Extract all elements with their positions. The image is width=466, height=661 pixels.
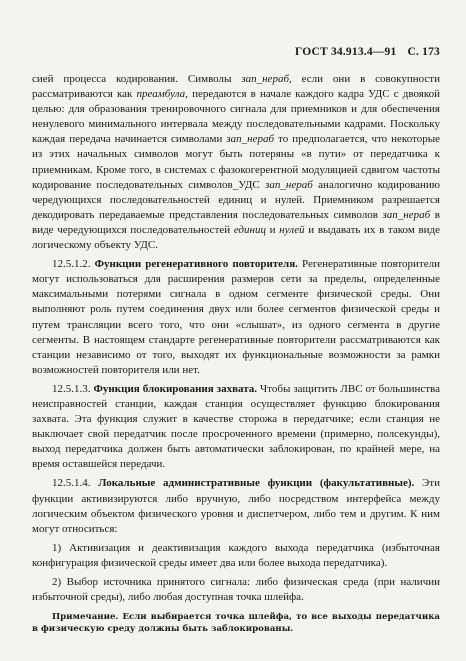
list-item-2: 2) Выбор источника принятого сигнала: либо физическая среда (при наличии избыточной среды), либо любая доступная точка шлейфа. xyxy=(32,576,440,604)
italic-term: нулей xyxy=(279,223,305,236)
section-heading: Функция блокирования захвата. xyxy=(93,382,258,395)
list-item-1: 1) Активизация и деактивизация каждого выхода передатчика (избыточная конфигурация физической среды имеет два или более выхода передатчика). xyxy=(32,541,440,569)
paragraph-12-5-1-3: 12.5.1.3. Функция блокирования захвата. Чтобы защитить ЛВС от большинства неисправностей станции, каждая станция осуществляет функцию блокирования захвата. Эта функция служит в качестве сторожа в передатчике; если станция не выключает свой передатчик после просроченного времени (примерно, полсекунды), выход передатчика должен быть автоматически заблокирован, по крайней мере, на время оставшейся передачи. xyxy=(32,382,440,471)
italic-term: зап_нераб xyxy=(241,73,289,85)
page-header xyxy=(295,46,440,58)
paragraph-p1: сией процесса кодирования. Символы зап_нераб, если они в совокупности рассматриваются как преамбула, передаются в начале каждого кадра УДС с двоякой целью: для образования тренировочного сигнала для приемников и для обеспечения ненулевого минимального интервала между последовательными кадрами. Поскольку каждая передача начинается символами зап_нераб то предполагается, что некоторые из этих начальных символов могут быть потеряны «в пути» от передатчика к приемникам. Кроме того, в системах с фазокогерентной модуляцией сдвигом частоты кодирование последовательных символов_УДС зап_нераб аналогично кодированию чередующихся последовательностей единиц и нулей. Приемником разрешается декодировать передаваемые представления последовательных символов зап_нераб в виде чередующихся последовательностей единиц и нулей и выдавать их в таком виде логическому объекту УДС. xyxy=(32,73,441,252)
italic-term: зап_нераб xyxy=(265,178,313,191)
italic-term: единиц xyxy=(233,223,266,236)
note-label: Примечание. xyxy=(52,612,119,623)
page-number: С. 173 xyxy=(407,46,440,58)
italic-term: преамбула xyxy=(136,88,186,101)
paragraph-12-5-1-4: 12.5.1.4. Локальные административные функции (факультативные). Эти функции активизируются либо вручную, либо посредством интерфейса между логическим объектом физического уровня и диспетчером, либо тем и другим. К ним могут относиться: xyxy=(32,477,440,535)
italic-term: зап_нераб xyxy=(226,133,275,146)
footnote xyxy=(32,611,440,635)
paragraph-12-5-1-2: 12.5.1.2. Функции регенеративного повторителя. Регенеративные повторители могут использоваться для расширения размеров сети за пределы, определенные максимальными потерями сигнала в одном сегменте физической среды. Они выполняют роль путем соединения двух или более сегментов физической среды и путем трансляции всего того, что они «слышат», из одного сегмента в другие сегменты. В настоящем стандарте регенеративные повторители рассматриваются как станции независимо от того, выходят их функциональные возможности за рамки возможностей повторителя или нет. xyxy=(32,258,440,376)
note-text: Если выбирается точка шлейфа, то все выходы передатчика в физическую среду должны быть заблокированы. xyxy=(32,612,440,635)
section-heading: Функции регенеративного повторителя. xyxy=(94,258,298,271)
document-body xyxy=(32,72,440,635)
italic-term: зап_нераб xyxy=(382,208,431,221)
section-heading: Локальные административные функции (факультативные). xyxy=(98,477,415,490)
standard-number: ГОСТ 34.913.4—91 xyxy=(294,46,397,58)
